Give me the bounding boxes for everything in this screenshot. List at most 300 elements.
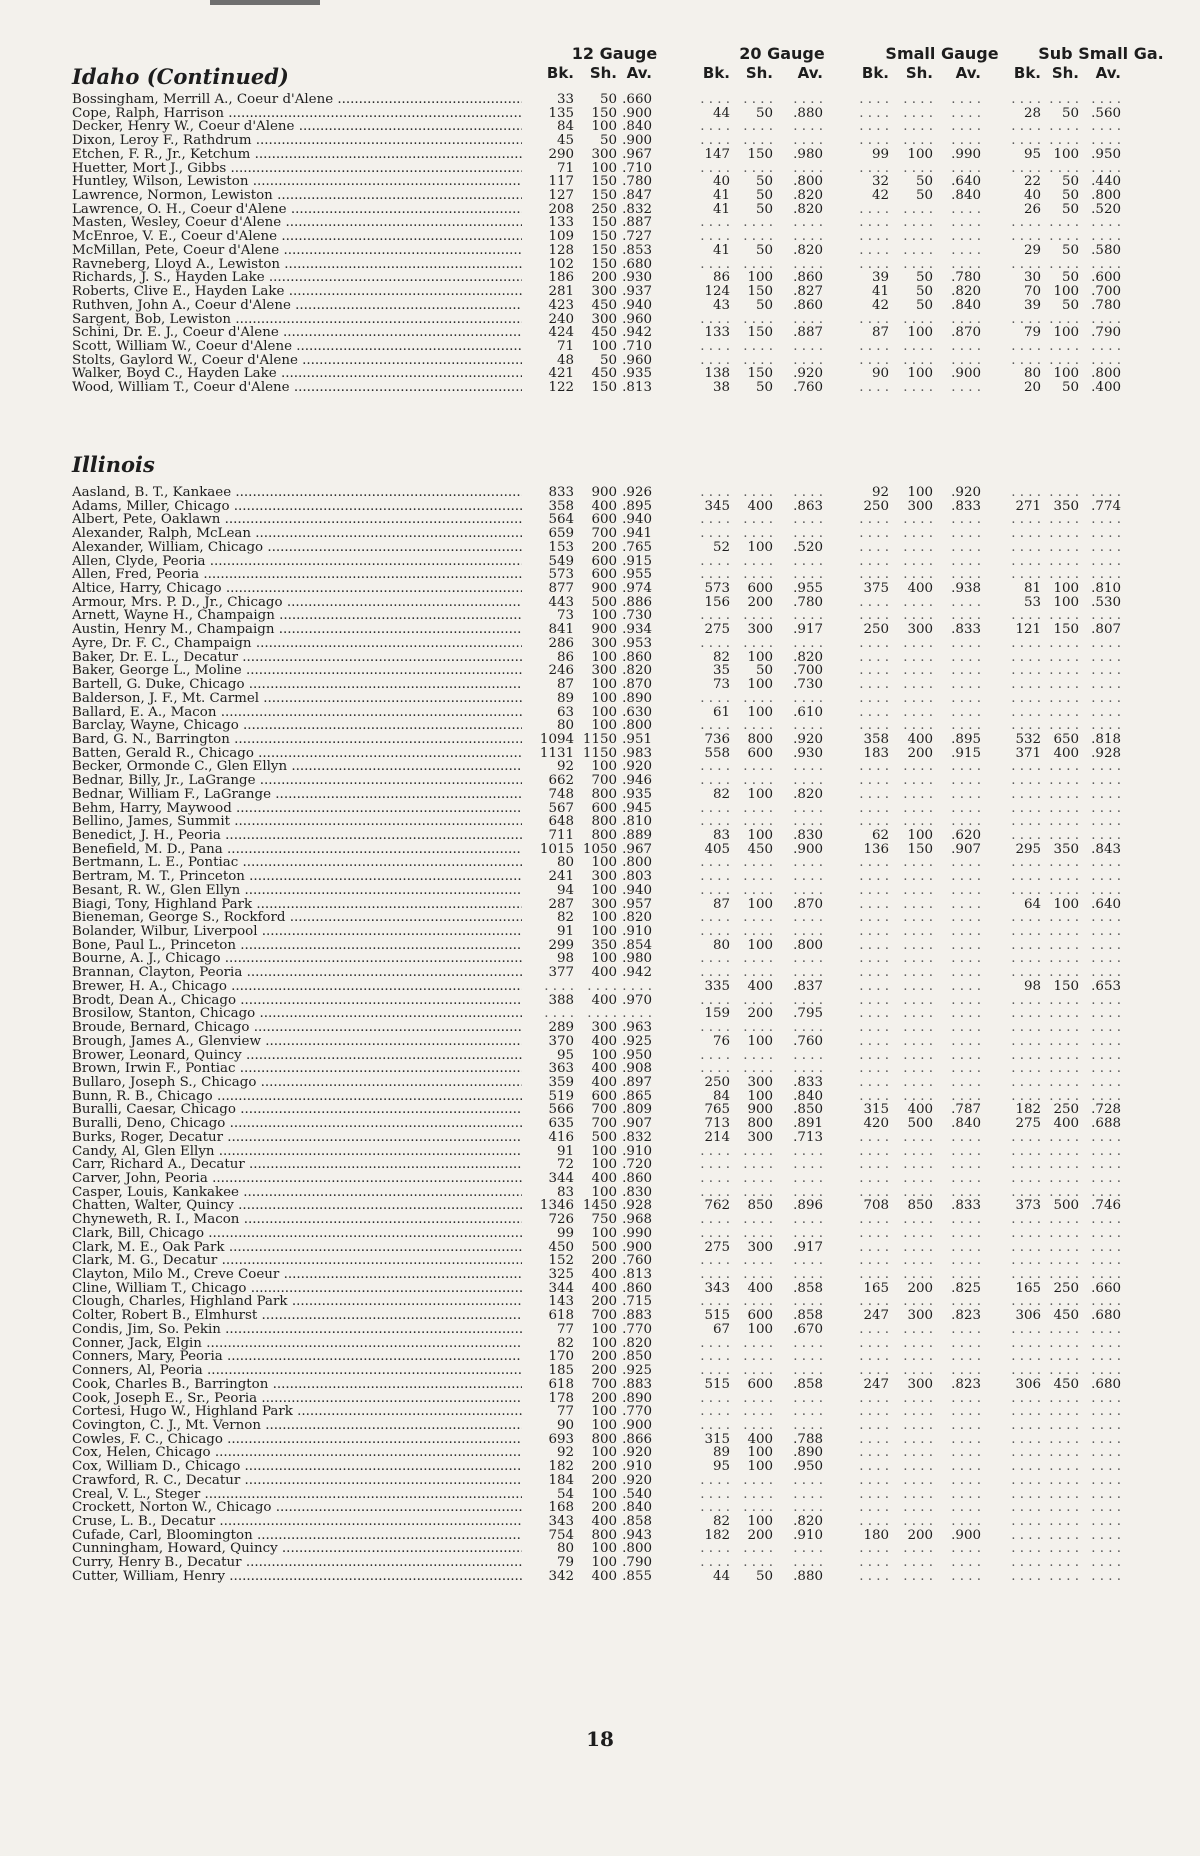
score-cell: 420 — [863, 1116, 889, 1132]
score-cell: .860 — [793, 297, 823, 313]
score-cell: . . . . — [793, 1335, 823, 1351]
shooter-name: Brown, Irwin F., Pontiac ..... — [72, 1062, 522, 1076]
score-cell: . . . . — [951, 119, 981, 135]
score-cell: 400 — [907, 731, 933, 747]
score-cell: . . . . — [1049, 1212, 1079, 1228]
score-cell: 40 — [1023, 188, 1041, 204]
score-cell: . . . . — [1049, 663, 1079, 679]
score-cell: . . . . — [859, 1568, 889, 1584]
score-cell: 50 — [755, 380, 773, 396]
score-cell: . . . . — [793, 1171, 823, 1186]
shooter-name: Roberts, Clive E., Hayden Lake ..... — [72, 285, 522, 299]
score-cell: . . . . — [793, 1404, 823, 1420]
score-cell: . . . . — [743, 1294, 773, 1310]
score-cell: . . . . — [1049, 1486, 1079, 1502]
score-cell: . . . . — [859, 1212, 889, 1228]
score-cell: . . . . — [743, 1363, 773, 1379]
score-cell: 122 — [548, 380, 574, 396]
column-subheader: Av. — [797, 64, 823, 82]
score-cell: .620 — [951, 828, 981, 843]
shooter-name: Buralli, Deno, Chicago ..... — [72, 1117, 522, 1131]
score-cell: 67 — [712, 1321, 730, 1337]
score-cell: 100 — [591, 1184, 617, 1200]
score-cell: .935 — [622, 366, 652, 382]
score-cell: . . . . — [1011, 215, 1041, 231]
score-cell: 600 — [747, 1308, 773, 1324]
score-cell: . . . . — [951, 1417, 981, 1433]
score-cell: . . . . — [859, 1061, 889, 1077]
score-cell: . . . . — [951, 526, 981, 542]
score-cell: . . . . — [859, 704, 889, 720]
shooter-name: Cutter, William, Henry ..... — [72, 1570, 522, 1584]
shooter-name: Chyneweth, R. I., Macon ..... — [72, 1213, 522, 1227]
shooter-name: Cowles, F. C., Chicago ..... — [72, 1433, 522, 1447]
score-cell: 700 — [591, 1116, 617, 1132]
score-cell: . . . . — [1049, 1225, 1079, 1241]
score-cell: . . . . — [743, 1417, 773, 1433]
score-cell: . . . . — [859, 352, 889, 368]
score-cell: 700 — [591, 526, 617, 542]
score-cell: . . . . — [743, 992, 773, 1008]
score-cell: 400 — [591, 1267, 617, 1283]
table-row — [0, 1460, 1200, 1474]
shooter-name: Alexander, William, Chicago ..... — [72, 541, 522, 555]
score-cell: . . . . — [1091, 800, 1121, 816]
score-cell: 32 — [871, 174, 889, 190]
column-group-header: Sub Small Ga. — [1038, 44, 1164, 63]
score-cell: . . . . — [859, 201, 889, 217]
score-cell: . . . . — [951, 201, 981, 217]
score-cell: . . . . — [1049, 1500, 1079, 1516]
score-cell: .980 — [793, 146, 823, 162]
score-cell: . . . . — [700, 526, 730, 542]
score-cell: . . . . — [700, 759, 730, 775]
score-cell: 748 — [548, 786, 574, 802]
score-cell: 90 — [871, 366, 889, 382]
score-cell: 50 — [915, 297, 933, 313]
table-row — [0, 1364, 1200, 1378]
score-cell: . . . . — [903, 1417, 933, 1433]
score-cell: . . . . — [951, 1253, 981, 1269]
score-cell: . . . . — [951, 1459, 981, 1475]
score-cell: . . . . — [793, 338, 823, 354]
score-cell: 1150 — [582, 731, 617, 747]
score-cell: 82 — [712, 649, 730, 665]
score-cell: 100 — [591, 1445, 617, 1461]
score-cell: . . . . — [743, 924, 773, 940]
score-cell: .968 — [622, 1212, 652, 1228]
score-cell: . . . . — [793, 92, 823, 107]
score-cell: . . . . — [903, 1171, 933, 1186]
score-cell: . . . . — [859, 635, 889, 651]
score-cell: . . . . — [1011, 992, 1041, 1008]
score-cell: 800 — [591, 814, 617, 830]
score-cell: 850 — [747, 1198, 773, 1214]
score-cell: 400 — [1053, 745, 1079, 761]
score-cell: 71 — [556, 160, 574, 176]
score-cell: . . . . — [743, 485, 773, 500]
score-cell: . . . . — [859, 1074, 889, 1090]
score-cell: 800 — [591, 786, 617, 802]
score-cell: . . . . — [1049, 1020, 1079, 1036]
score-cell: . . . . — [951, 215, 981, 231]
table-row — [0, 1419, 1200, 1433]
score-cell: . . . . — [859, 1006, 889, 1022]
score-cell: . . . . — [743, 1335, 773, 1351]
shooter-name: Etchen, F. R., Jr., Ketchum ..... — [72, 148, 522, 162]
score-cell: . . . . — [1091, 1486, 1121, 1502]
score-cell: . . . . — [1091, 773, 1121, 789]
score-cell: . . . . — [903, 718, 933, 734]
score-cell: . . . . — [743, 869, 773, 885]
score-cell: . . . . — [1011, 937, 1041, 953]
score-cell: . . . . — [903, 1500, 933, 1516]
score-cell: . . . . — [859, 649, 889, 665]
score-cell: . . . . — [743, 1486, 773, 1502]
score-cell: . . . . — [859, 311, 889, 327]
score-cell: 50 — [755, 188, 773, 204]
score-cell: 43 — [712, 297, 730, 313]
score-cell: 1131 — [539, 745, 574, 761]
score-cell: . . . . — [859, 539, 889, 555]
shooter-name: Bieneman, George S., Rockford ..... — [72, 911, 522, 925]
score-cell: 850 — [907, 1198, 933, 1214]
score-cell: 400 — [591, 992, 617, 1008]
score-cell: . . . . — [859, 1129, 889, 1145]
score-cell: 133 — [704, 325, 730, 341]
score-cell: . . . . — [859, 773, 889, 789]
score-cell: . . . . — [793, 800, 823, 816]
score-cell: . . . . — [1091, 882, 1121, 898]
score-cell: . . . . — [743, 119, 773, 135]
score-cell: 515 — [704, 1376, 730, 1392]
score-cell: . . . . — [743, 1404, 773, 1420]
score-cell: . . . . — [859, 512, 889, 528]
score-cell: . . . . — [743, 1253, 773, 1269]
score-cell: . . . . — [1011, 1349, 1041, 1365]
score-cell: . . . . — [1011, 635, 1041, 651]
score-cell: 275 — [704, 622, 730, 638]
score-cell: .957 — [622, 896, 652, 912]
score-cell: 405 — [704, 841, 730, 857]
score-cell: . . . . — [951, 242, 981, 258]
table-row — [0, 1474, 1200, 1488]
score-cell: 80 — [556, 855, 574, 871]
score-cell: .900 — [951, 1527, 981, 1543]
score-cell: 400 — [591, 1280, 617, 1296]
score-cell: . . . . — [1091, 649, 1121, 665]
score-cell: . . . . — [793, 1390, 823, 1406]
score-cell: .746 — [1091, 1198, 1121, 1214]
score-cell: 40 — [712, 174, 730, 190]
shooter-name: Burks, Roger, Decatur ..... — [72, 1131, 522, 1145]
score-cell: 100 — [591, 608, 617, 624]
score-cell: 41 — [712, 242, 730, 258]
score-cell: . . . . — [544, 1006, 574, 1022]
score-cell: . . . . — [951, 1568, 981, 1584]
score-cell: . . . . — [951, 608, 981, 624]
score-cell: . . . . — [903, 1225, 933, 1241]
score-cell: .825 — [951, 1280, 981, 1296]
score-cell: 100 — [591, 855, 617, 871]
score-cell: . . . . — [859, 380, 889, 396]
column-group-header: 12 Gauge — [571, 44, 658, 63]
score-cell: .770 — [622, 1321, 652, 1337]
score-cell: 618 — [548, 1308, 574, 1324]
score-cell: . . . . — [951, 1335, 981, 1351]
shooter-name: Richards, J. S., Hayden Lake ..... — [72, 271, 522, 285]
score-cell: 135 — [548, 105, 574, 121]
score-cell: . . . . — [903, 380, 933, 396]
score-cell: . . . . — [1049, 965, 1079, 981]
score-cell: 300 — [591, 896, 617, 912]
score-cell: . . . . — [1091, 1184, 1121, 1200]
score-cell: . . . . — [1011, 773, 1041, 789]
score-cell: . . . . — [1011, 1171, 1041, 1186]
score-cell: 84 — [712, 1088, 730, 1104]
score-cell: .840 — [951, 188, 981, 204]
score-cell: .942 — [622, 965, 652, 981]
shooter-name: Barclay, Wayne, Chicago ..... — [72, 719, 522, 733]
score-cell: . . . . — [903, 992, 933, 1008]
score-cell: 41 — [871, 284, 889, 300]
score-cell: 300 — [907, 1308, 933, 1324]
score-cell: . . . . — [700, 352, 730, 368]
score-cell: .854 — [622, 937, 652, 953]
score-cell: . . . . — [793, 965, 823, 981]
score-cell: 275 — [1015, 1116, 1041, 1132]
score-cell: .967 — [622, 146, 652, 162]
score-cell: .713 — [793, 1129, 823, 1145]
score-cell: . . . . — [859, 1033, 889, 1049]
score-cell: 80 — [556, 718, 574, 734]
score-cell: . . . . — [1049, 1335, 1079, 1351]
score-cell: . . . . — [1049, 311, 1079, 327]
score-cell: . . . . — [903, 215, 933, 231]
score-cell: . . . . — [1049, 1253, 1079, 1269]
score-cell: 241 — [548, 869, 574, 885]
score-cell: . . . . — [793, 718, 823, 734]
score-cell: . . . . — [859, 924, 889, 940]
score-cell: . . . . — [700, 567, 730, 583]
score-cell: . . . . — [859, 1321, 889, 1337]
score-cell: . . . . — [951, 910, 981, 926]
score-cell: . . . . — [951, 1157, 981, 1173]
score-cell: . . . . — [903, 1568, 933, 1584]
score-cell: . . . . — [951, 256, 981, 272]
score-cell: . . . . — [700, 882, 730, 898]
score-cell: 600 — [747, 1376, 773, 1392]
score-cell: . . . . — [1049, 1184, 1079, 1200]
score-cell: 271 — [1015, 498, 1041, 514]
score-cell: . . . . — [1049, 512, 1079, 528]
score-cell: 247 — [863, 1308, 889, 1324]
score-cell: . . . . — [1091, 553, 1121, 569]
score-cell: 900 — [591, 622, 617, 638]
score-cell: .700 — [1091, 284, 1121, 300]
score-cell: . . . . — [951, 1363, 981, 1379]
score-cell: . . . . — [700, 814, 730, 830]
score-cell: 133 — [548, 215, 574, 231]
score-cell: 45 — [556, 133, 574, 149]
score-cell: . . . . — [1091, 1321, 1121, 1337]
score-cell: . . . . — [743, 1212, 773, 1228]
score-cell: 700 — [591, 1102, 617, 1118]
score-cell: 41 — [712, 201, 730, 217]
score-cell: . . . . — [951, 1445, 981, 1461]
shooter-name: Brough, James A., Glenview ..... — [72, 1035, 522, 1049]
score-cell: 765 — [704, 1102, 730, 1118]
column-subheader: Av. — [626, 64, 652, 82]
score-cell: . . . . — [951, 690, 981, 706]
score-cell: . . . . — [859, 1349, 889, 1365]
score-cell: . . . . — [700, 338, 730, 354]
score-cell: . . . . — [903, 1363, 933, 1379]
score-cell: 416 — [548, 1129, 574, 1145]
score-cell: .907 — [951, 841, 981, 857]
score-cell: 100 — [747, 896, 773, 912]
score-cell: .727 — [622, 229, 652, 245]
score-cell: 83 — [556, 1184, 574, 1200]
shooter-name: Carver, John, Peoria ..... — [72, 1172, 522, 1186]
score-cell: 22 — [1023, 174, 1041, 190]
score-cell: .935 — [622, 786, 652, 802]
score-cell: 400 — [907, 1102, 933, 1118]
score-cell: 350 — [591, 937, 617, 953]
score-cell: . . . . — [859, 663, 889, 679]
score-cell: 20 — [1023, 380, 1041, 396]
score-cell: . . . . — [951, 1514, 981, 1529]
score-cell: . . . . — [903, 882, 933, 898]
score-cell: . . . . — [951, 1541, 981, 1557]
shooter-name: Bertram, M. T., Princeton ..... — [72, 870, 522, 884]
score-cell: . . . . — [700, 1212, 730, 1228]
score-cell: . . . . — [903, 1184, 933, 1200]
score-cell: . . . . — [859, 1253, 889, 1269]
score-cell: . . . . — [903, 814, 933, 830]
score-cell: 50 — [755, 242, 773, 258]
score-cell: . . . . — [903, 1445, 933, 1461]
score-cell: . . . . — [743, 1157, 773, 1173]
score-cell: 532 — [1015, 731, 1041, 747]
score-cell: .820 — [622, 1335, 652, 1351]
score-cell: . . . . — [859, 242, 889, 258]
score-cell: . . . . — [1011, 718, 1041, 734]
score-cell: 800 — [591, 1431, 617, 1447]
score-cell: . . . . — [793, 1184, 823, 1200]
score-cell: . . . . — [859, 92, 889, 107]
score-cell: .858 — [622, 1514, 652, 1529]
table-row — [0, 788, 1200, 802]
score-cell: . . . . — [700, 773, 730, 789]
score-cell: 100 — [907, 325, 933, 341]
score-cell: .840 — [951, 1116, 981, 1132]
score-cell: . . . . — [1011, 882, 1041, 898]
score-cell: . . . . — [951, 800, 981, 816]
score-cell: 182 — [548, 1459, 574, 1475]
score-cell: . . . . — [951, 539, 981, 555]
score-cell: 200 — [591, 1459, 617, 1475]
score-cell: . . . . — [743, 1472, 773, 1488]
score-cell: . . . . — [1011, 1445, 1041, 1461]
score-cell: . . . . — [700, 1349, 730, 1365]
score-cell: . . . . — [793, 1061, 823, 1077]
score-cell: 295 — [1015, 841, 1041, 857]
score-cell: . . . . — [1091, 229, 1121, 245]
score-cell: 450 — [1053, 1308, 1079, 1324]
score-cell: 84 — [556, 119, 574, 135]
column-subheader: Sh. — [745, 64, 773, 82]
score-cell: . . . . — [700, 133, 730, 149]
score-cell: .887 — [622, 215, 652, 231]
score-cell: .790 — [1091, 325, 1121, 341]
score-cell: . . . . — [587, 1006, 617, 1022]
score-cell: 423 — [548, 297, 574, 313]
table-row — [0, 829, 1200, 843]
score-cell: . . . . — [951, 553, 981, 569]
score-cell: . . . . — [859, 160, 889, 176]
score-cell: . . . . — [743, 965, 773, 981]
score-cell: . . . . — [1049, 759, 1079, 775]
score-cell: .870 — [951, 325, 981, 341]
score-cell: .820 — [793, 786, 823, 802]
table-row — [0, 1117, 1200, 1131]
score-cell: 300 — [747, 1129, 773, 1145]
score-cell: .896 — [793, 1198, 823, 1214]
score-cell: . . . . — [1091, 910, 1121, 926]
table-row — [0, 692, 1200, 706]
score-cell: 573 — [548, 567, 574, 583]
score-cell: .730 — [793, 677, 823, 693]
score-cell: .520 — [1091, 201, 1121, 217]
score-cell: .843 — [1091, 841, 1121, 857]
score-cell: . . . . — [793, 1020, 823, 1036]
score-cell: 558 — [704, 745, 730, 761]
column-subheader: Sh. — [589, 64, 617, 82]
score-cell: . . . . — [1091, 1212, 1121, 1228]
score-cell: . . . . — [1011, 1239, 1041, 1255]
score-cell: . . . . — [951, 352, 981, 368]
table-row — [0, 678, 1200, 692]
score-cell: . . . . — [1091, 1527, 1121, 1543]
score-cell: 275 — [704, 1239, 730, 1255]
score-cell: . . . . — [1049, 718, 1079, 734]
score-cell: . . . . — [1049, 1267, 1079, 1283]
score-cell: . . . . — [951, 1555, 981, 1571]
score-cell: . . . . — [859, 1390, 889, 1406]
score-cell: .827 — [793, 284, 823, 300]
score-cell: . . . . — [951, 896, 981, 912]
score-cell: . . . . — [1091, 992, 1121, 1008]
score-cell: . . . . — [793, 567, 823, 583]
score-cell: 150 — [591, 174, 617, 190]
score-cell: 77 — [556, 1404, 574, 1420]
score-cell: . . . . — [700, 1225, 730, 1241]
score-cell: . . . . — [859, 553, 889, 569]
score-cell: 150 — [747, 325, 773, 341]
score-cell: 100 — [747, 1321, 773, 1337]
score-cell: .818 — [1091, 731, 1121, 747]
score-cell: .855 — [622, 1568, 652, 1584]
score-cell: .908 — [622, 1061, 652, 1077]
score-cell: .800 — [793, 937, 823, 953]
score-cell: . . . . — [1049, 1404, 1079, 1420]
shooter-name: Broude, Bernard, Chicago ..... — [72, 1021, 522, 1035]
score-cell: 35 — [712, 663, 730, 679]
score-cell: . . . . — [793, 992, 823, 1008]
score-cell: 659 — [548, 526, 574, 542]
score-cell: .780 — [622, 174, 652, 190]
